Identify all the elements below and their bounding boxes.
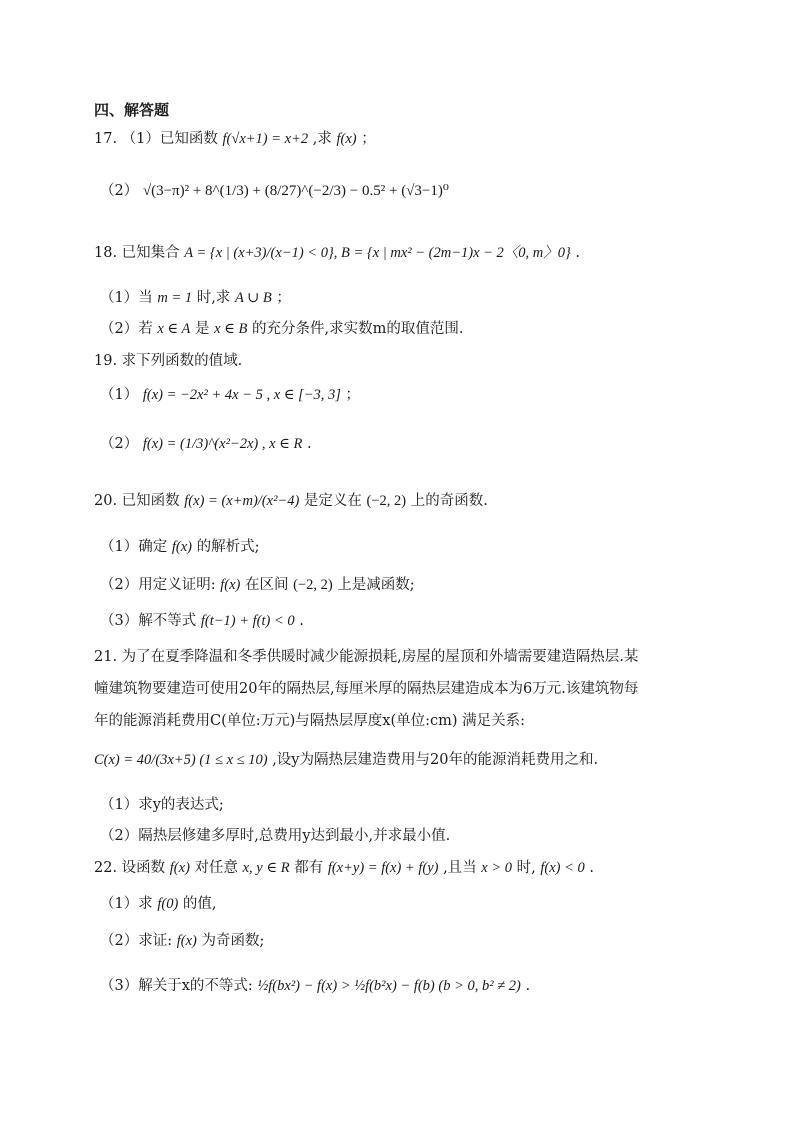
problem-20-line-3 [100,574,415,596]
problem-21-line-5: （1）求y的表达式; [100,797,224,813]
p20-l2-expr: f(x) [171,539,192,555]
problem-17-line-2 [100,180,449,202]
p20-l4-pre: （3）解不等式 [100,613,197,629]
problem-21-line-3: 年的能源消耗费用C(单位:万元)与隔热层厚度x(单位:cm) 满足关系: [94,713,526,729]
p22-l4-expr: ½f(bx²) − f(x) > ½f(b²x) − f(b) (b > 0, b² ≠ 2) [257,978,521,994]
p18-l2-post: ； [276,290,291,306]
p18-l3-expr2: x ∈ B [214,321,248,337]
p22-l3-expr: f(x) [176,933,197,949]
p20-l1-expr: f(x) = (x+m)/(x²−4) [184,493,300,509]
p20-l1-mid: 是定义在 [303,493,362,509]
p18-l3-pre: （2）若 [100,321,153,337]
problem-21-line-1: 21. 为了在夏季降温和冬季供暖时减少能源损耗,房屋的屋顶和外墙需要建造隔热层.某 [94,649,639,665]
problem-19-line-2 [100,384,360,406]
p20-l3-post: 上是减函数; [337,577,415,593]
p18-l2-expr: m = 1 [157,290,193,306]
p19-l3-label: （2） [100,436,139,452]
p22-l1-post: . [589,860,594,876]
p22-l1-expr3: f(x+y) = f(x) + f(y) [327,860,439,876]
problem-22-line-2 [100,893,217,915]
p18-l1-expr: A = {x | (x+3)/(x−1) < 0}, B = {x | mx² − (2m−1)x − 2〈0, m〉0} [184,245,571,261]
p20-l2-pre: （1）确定 [100,539,168,555]
p22-l4-post: . [525,978,531,994]
p22-l1-mid3: ,且当 [443,860,477,876]
problem-19-line-3 [100,433,312,455]
p18-l2-mid: 时,求 [196,290,231,306]
p19-l3-post: . [306,436,312,452]
p22-l1-mid: 对任意 [194,860,239,876]
p20-l1-expr2: (−2, 2) [366,493,407,509]
problem-22-line-3 [100,930,264,952]
p17-l1-pre: 17. （1）已知函数 [94,131,218,147]
p17-l1-expr: f(√x+1) = x+2 [222,131,309,147]
p22-l2-expr: f(0) [157,896,179,912]
p21-l4-expr: C(x) = 40/(3x+5) (1 ≤ x ≤ 10) [94,752,268,768]
p20-l1-post: 上的奇函数. [410,493,488,509]
p20-l3-expr2: (−2, 2) [293,577,333,593]
p19-l2-post: ； [345,387,361,403]
p22-l2-post: 的值, [182,896,217,912]
p19-l2-label: （1） [100,387,139,403]
p18-l1-pre: 18. 已知集合 [94,245,180,261]
p20-l3-expr: f(x) [220,577,241,593]
problem-22-line-4 [100,975,530,997]
p18-l2-expr2: A ∪ B [234,290,272,306]
p20-l4-expr: f(t−1) + f(t) < 0 [200,613,295,629]
p17-l1-expr2: f(x) [336,131,357,147]
problem-18-line-2 [100,287,291,309]
p19-l3-expr: f(x) = (1/3)^(x²−2x) , x ∈ R [142,436,303,452]
p21-l4-post: ,设y为隔热层建造费用与20年的能源消耗费用之和. [272,752,599,768]
p17-l2-expr: √(3−π)² + 8^(1/3) + (8/27)^(−2/3) − 0.5² + (√3−1)⁰ [142,183,449,199]
p22-l1-expr4: x > 0 [481,860,513,876]
p22-l1-expr2: x, y ∈ R [242,860,290,876]
p20-l3-pre: （2）用定义证明: [100,577,216,593]
problem-21-line-2: 幢建筑物要建造可使用20年的隔热层,每厘米厚的隔热层建造成本为6万元.该建筑物每 [94,681,639,697]
p18-l3-mid: 是 [194,321,210,337]
problem-19-line-1: 19. 求下列函数的值域. [94,353,243,369]
p20-l3-mid: 在区间 [244,577,289,593]
problem-21-line-4 [94,749,598,771]
p22-l1-mid2: 都有 [294,860,324,876]
problem-22-line-1 [94,857,594,879]
p22-l1-pre: 22. 设函数 [94,860,166,876]
p22-l3-post: 为奇函数; [201,933,265,949]
p20-l1-pre: 20. 已知函数 [94,493,180,509]
p22-l4-pre: （3）解关于x的不等式: [100,978,253,994]
p22-l1-expr: f(x) [169,860,190,876]
p18-l3-expr: x ∈ A [157,321,191,337]
problem-20-line-1 [94,490,488,512]
p22-l1-expr5: f(x) < 0 [540,860,585,876]
p22-l2-pre: （1）求 [100,896,153,912]
p17-l1-mid: ,求 [312,131,332,147]
section-title: 四、解答题 [94,101,170,119]
problem-18-line-1 [94,242,580,264]
p20-l4-post: . [299,613,304,629]
problem-21-line-6: （2）隔热层修建多厚时,总费用y达到最小,并求最小值. [100,828,451,844]
p17-l1-post: ； [361,131,376,147]
problem-18-line-3 [100,318,463,340]
p17-l2-label: （2） [100,183,139,199]
p20-l2-post: 的解析式; [196,539,260,555]
problem-20-line-2 [100,536,259,558]
p19-l2-expr: f(x) = −2x² + 4x − 5 , x ∈ [−3, 3] [142,387,341,403]
p18-l3-post: 的充分条件,求实数m的取值范围. [251,321,464,337]
p18-l1-post: . [575,245,581,261]
problem-20-line-4 [100,610,304,632]
p18-l2-pre: （1）当 [100,290,153,306]
problem-17-line-1 [94,128,376,150]
p22-l1-mid4: 时, [516,860,536,876]
p22-l3-pre: （2）求证: [100,933,173,949]
